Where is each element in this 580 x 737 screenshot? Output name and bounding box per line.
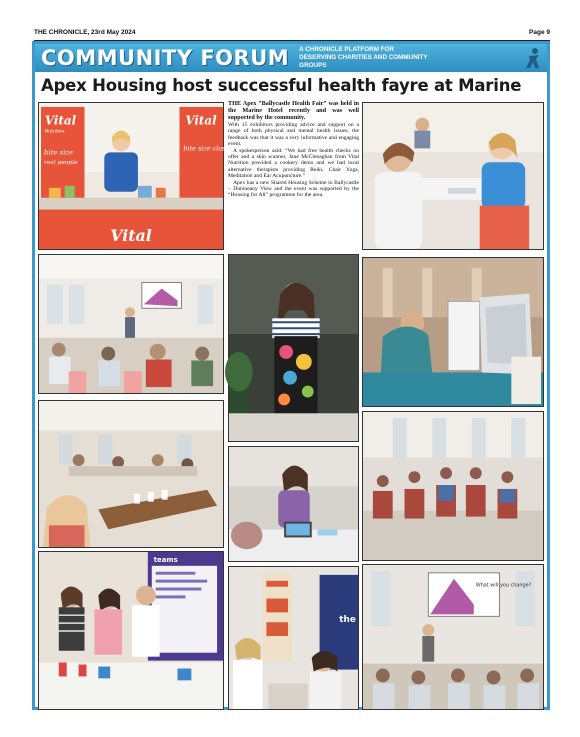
banner-the-text: the xyxy=(339,615,356,626)
community-forum-banner xyxy=(35,44,547,72)
article-lead: THE Apex “Ballycastle Health Fair” was held in the Marine Hotel recently and was well supported by the community. xyxy=(228,100,359,121)
community-forum-logo: COMMUNITY FORUM xyxy=(41,46,290,70)
publication-date: THE CHRONICLE, 23rd May 2024 xyxy=(34,28,136,36)
screen-caption-text: What will you change? xyxy=(475,582,532,589)
photo-vital-nutrition-stand xyxy=(38,102,236,250)
photo-health-check xyxy=(362,102,544,250)
svg-text:bite size classes: bite size classes xyxy=(183,144,236,153)
teams-sign-text: teams xyxy=(153,555,178,564)
article-paragraph: Apex has a new Shared Housing Scheme in Ballycastle – Dunineany View and the event was supported by the “Housing for All” programme for the area. xyxy=(228,179,359,199)
photo-woman-apron xyxy=(228,254,359,442)
masthead xyxy=(34,26,550,38)
page-number: Page 9 xyxy=(529,28,550,36)
vital-tablecloth-text: Vital xyxy=(110,226,152,246)
photo-skin-scanner xyxy=(362,257,544,407)
banner-tagline: A CHRONICLE PLATFORM FOR DESERVING CHARITIES AND COMMUNITY GROUPS xyxy=(299,46,428,69)
photo-audience-screen xyxy=(38,254,224,394)
community-forum-frame xyxy=(32,41,550,710)
svg-text:bite size: bite size xyxy=(43,148,74,157)
article-paragraph: With 15 exhibitors providing advice and support on a range of both physical and mental health issues; the feedback was that it was a very informative and engaging event. xyxy=(228,122,359,148)
article-body xyxy=(228,100,359,250)
vital-banner-left-text: Vital xyxy=(44,113,77,128)
photo-presenter-screen xyxy=(362,564,544,710)
community-figure-icon xyxy=(521,47,543,69)
photo-three-exhibitors xyxy=(38,551,224,710)
svg-text:Nutrition: Nutrition xyxy=(44,129,65,135)
article-paragraph: A spokesperson said: “We had free health checks on offer and a skin scanner, Jane McClenaghan from Vital Nutrition provided a cookery demo and we had local alternative therapists providing Reiki, Chair Yoga, Meditation and Ear Acupuncture.” xyxy=(228,147,359,180)
article-headline: Apex Housing host successful health fayre at Marine xyxy=(41,76,522,95)
photo-chair-circle xyxy=(362,411,544,561)
svg-text:real people: real people xyxy=(43,160,78,167)
photo-woman-laptop xyxy=(228,446,359,562)
photo-event-room xyxy=(38,400,224,548)
vital-banner-right-text: Vital xyxy=(185,113,217,128)
photo-two-women-stall xyxy=(228,566,359,710)
